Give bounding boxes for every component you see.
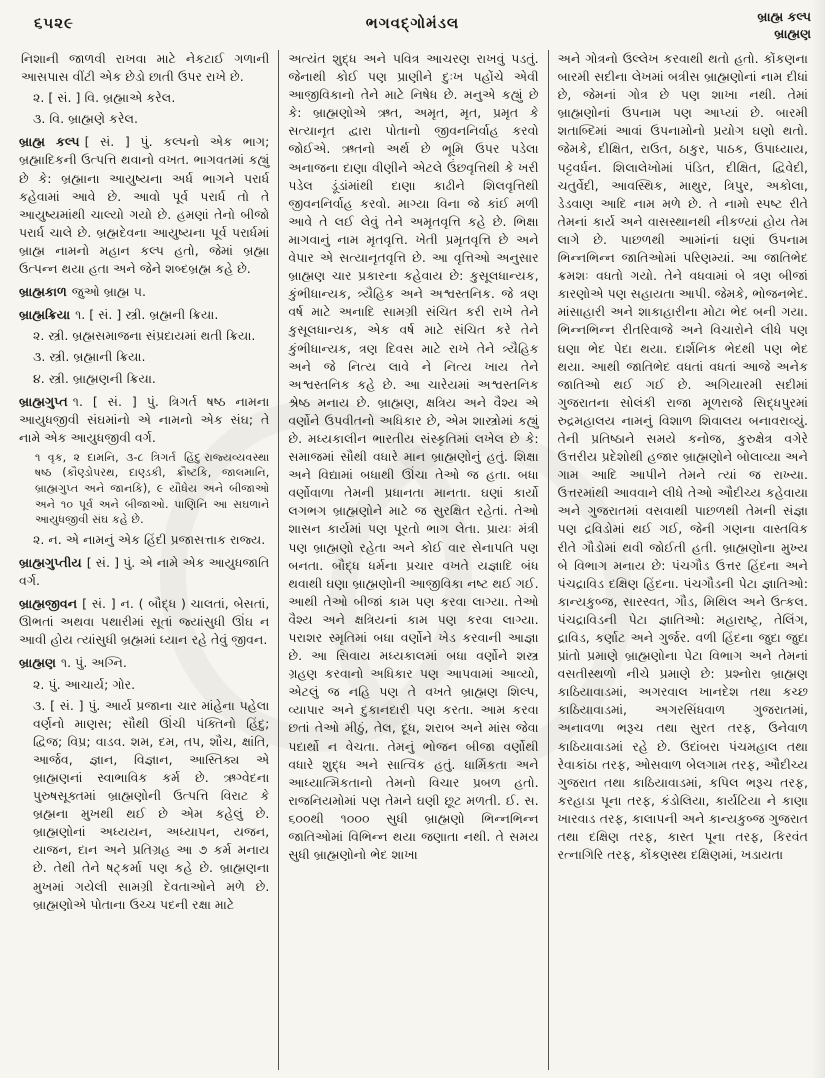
continuation-paragraph: નિશાની જાળવી રાખવા માટે નેકટાઈ ગળાની આસપાસ વીંટી એક છેડો છાતી ઉપર રાખે છે. [21,51,270,85]
entry-definition: ૧. [ સં. ] સ્ત્રી. બ્રહ્મની ક્રિયા. [75,307,219,323]
column-2 [278,50,547,1070]
entry-headword: બ્રાહ્મગુપ્તીય [19,554,82,570]
dictionary-entry [19,654,269,672]
entry-definition: [ સં. ] પું. કલ્પનો એક ભાગ; બ્રહ્માદિકની ઉત્પત્તિ થવાનો વખત. ભાગવતમાં કહ્યું છે કે: બ્રહ્માના આયુષ્યના અર્ધ ભાગને પરાર્ધ કહેવામાં આવે છે. આવો પૂર્વ પરાર્ધ તો તે આયુષ્યમાંથી ચાલ્યો ગયો છે. હમણાં તેનો બીજો પરાર્ધ ચાલે છે. બ્રહ્મદેવના આયુષ્યના પૂર્વ પરાર્ધમાં બ્રાહ્મ નામનો મહાન કલ્પ હતો, જેમાં બ્રહ્મા ઉત્પન્ન થયા હતા અને જેને શબ્દબ્રહ્મ કહે છે. [19,134,270,277]
sense-item: ૨. સ્ત્રી. બ્રહ્મસમાજના સંપ્રદાયમાં થતી ક્રિયા. [33,328,256,344]
sense-item: ૨. પું. આચાર્ય; ગોર. [33,676,136,692]
dictionary-entry [19,554,269,590]
sense-item: ૨. ન. એ નામનું એક હિંદી પ્રજાસત્તાક રાજ્ય. [33,531,266,547]
dictionary-entry [19,283,269,301]
entry-definition: જુઓ બ્રાહ્મ ૫. [71,284,146,300]
entry-headword: બ્રાહ્મણ [19,655,56,671]
continuation-text: અત્યંત શુદ્ધ અને પવિત્ર આચરણ રાખવું પડતું. જેનાથી કોઈ પણ પ્રાણીને દુઃખ પહોંચે એવી આજીવિકાનો તેને માટે નિષેધ છે. મનુએ કહ્યું છે કે: બ્રાહ્મણોએ ઋત, અમૃત, મૃત, પ્રમૃત કે સત્યાનૃત દ્વારા પોતાનો જીવનનિર્વાહ કરવો જોઈએ. ઋતનો અર્થ છે ભૂમિ ઉપર પડેલા અનાજના દાણા વીણીને એટલે ઉંછવૃત્તિથી કે ખરી પડેલ ડૂંડાંમાંથી દાણા કાઢીને શિલવૃત્તિથી જીવનનિર્વાહ કરવો. માગ્યા વિના જે કાંઈ મળી આવે તે લઈ લેવું તેને અમૃતવૃત્તિ કહે છે. ભિક્ષા માગવાનું નામ મૃતવૃત્તિ. ખેતી પ્રમૃતવૃત્તિ છે અને વેપાર એ સત્યાનૃતવૃત્તિ છે. આ વૃત્તિઓ અનુસાર બ્રાહ્મણ ચાર પ્રકારના કહેવાય છે: કુસૂલધાન્યક, કુંભીધાન્યક, ત્ર્યૈહિક અને અશ્વસ્તનિક. જે ત્રણ વર્ષ માટે અનાદિ સામગ્રી સંચિત કરી રાખે તેને કુસૂલધાન્યક, એક વર્ષ માટે સંચિત કરે તેને કુંભીધાન્યક, ત્રણ દિવસ માટે રાખે તેને ત્ર્યૈહિક અને જે નિત્ય લાવે ને નિત્ય ખાય તેને અશ્વસ્તનિક કહે છે. આ ચારેયમાં અશ્વસ્તનિક શ્રેષ્ઠ મનાય છે. બ્રાહ્મણ, ક્ષત્રિય અને વૈશ્ય એ વર્ણોને ઉપવીતનો અધિકાર છે, એમ શાસ્ત્રોમાં કહ્યું છે. મધ્યકાલીન ભારતીય સંસ્કૃતિમાં લખેલ છે કે: સમાજમાં સૌથી વધારે માન બ્રાહ્મણોનું હતું. શિક્ષા અને વિદ્યામાં બધાથી ઊંચા તેઓ જ હતા. બધા વર્ણોવાળા તેમની પ્રધાનતા માનતા. ઘણાં કાર્યો લગભગ બ્રાહ્મણોને માટે જ સુરક્ષિત રહેતાં. તેઓ શાસન કાર્યમાં પણ પૂરતો ભાગ લેતા. પ્રાયઃ મંત્રી પણ બ્રાહ્મણો રહેતા અને કોઈ વાર સેનાપતિ પણ બનતા. બૌદ્ધ ધર્મના પ્રચાર વખતે યજ્ઞાદિ બંધ થવાથી ઘણા બ્રાહ્મણોની આજીવિકા નષ્ટ થઈ ગઈ. આથી તેઓ બીજાં કામ પણ કરવા લાગ્યા. તેઓ વૈશ્ય અને ક્ષત્રિયનાં કામ પણ કરવા લાગ્યા. પરાશર સ્મૃતિમાં બધા વર્ણોને ખેડ કરવાની આજ્ઞા છે. આ સિવાય મધ્યકાલમાં બધા વર્ણોને શસ્ત્ર ગ્રહણ કરવાનો અધિકાર પણ આપવામાં આવ્યો, એટલું જ નહિ પણ તે વખતે બ્રાહ્મણ શિલ્પ, વ્યાપાર અને દુકાનદારી પણ કરતા. આમ કરવા છતાં તેઓ મીઠું, તેલ, દૂધ, શરાબ અને માંસ જેવા પદાર્થો ન વેચતા. તેમનું ભોજન બીજા વર્ણોથી વધારે શુદ્ધ અને સાત્વિક હતું. ધાર્મિકતા અને આધ્યાત્મિકતાનો તેમનો વિચાર પ્રબળ હતો. રાજનિયમોમાં પણ તેમને ઘણી છૂટ મળતી. ઈ. સ. ૬૦૦થી ૧૦૦૦ સુધી બ્રાહ્મણો ભિન્નભિન્ન જાતિઓમાં વિભિન્ન થયા જણાતા નથી. તે સમય સુધી બ્રાહ્મણોનો ભેદ શાખા [288,51,539,863]
dictionary-entry [19,393,269,447]
column-1 [10,50,278,1070]
citation-source: હિંદુ રાજ્યવ્યવસ્થા [183,450,270,464]
sense-item: ૩. સ્ત્રી. બ્રહ્માની ક્રિયા. [33,349,146,365]
entry-headword: બ્રાહ્મ કલ્પ [19,134,80,150]
entry-headword: બ્રાહ્મક્રિયા [19,307,71,323]
guide-word-top: બ્રાહ્મ કલ્પ [757,9,811,24]
sense-item: ૩. વિ. બ્રાહ્મણે કરેલ. [33,111,138,127]
entry-headword: બ્રાહ્મજીવન [19,596,78,612]
entry-definition: [ સં. ] પું. એ નામે એક આયુધજાતિ વર્ગ. [19,554,270,589]
dictionary-entry [19,595,269,649]
page-number: ૬૫૨૯ [34,14,74,32]
entry-definition: [ સં. ] ન. ( બૌદ્ધ ) ચાલતાં, બેસતાં, ઊભતાં અથવા પથારીમાં સૂતાં જ્યાંસુધી ઊંઘ ન આવી હોય ત્યાંસુધી બ્રહ્મમાં ધ્યાન રહે તેવું જીવન. [19,596,270,648]
entry-definition: ૧. [ સં. ] પું. ત્રિગર્ત ષષ્ઠ નામના આયુધજીવી સંઘમાંનો એ નામનો એક સંઘ; તે નામે એક આયુધજીવી વર્ગ. [19,393,270,445]
citation-block [19,450,269,528]
page-header [0,6,825,50]
header-guide-words [757,8,811,42]
sense-item: ૨. [ સં. ] વિ. બ્રહ્માએ કરેલ. [33,90,176,106]
dictionary-entry [19,133,269,278]
citation-text: ૧ વૃક, ૨ દામનિ, ૩-૮ ત્રિગર્ત ષષ્ઠ (કૌણ્ડોપરથ, દાણ્ડકી, ક્રૌષ્ટકિ, જાલમાનિ, બ્રાહ્મગુપ્ત અને જાનકિ), ૯ યૌધેય અને બીજાઓ અને ૧૦ પૂર્વ અને બીજાઓ. પાણિનિ આ સઘળાને આયુધજીવી સંઘ કહે છે. [35,450,270,527]
book-title: ભગવદ્ગોમંડલ [365,14,460,32]
sense-item: ૪. સ્ત્રી. બ્રાહ્મણની ક્રિયા. [33,370,156,386]
entry-headword: બ્રાહ્મગુપ્ત [19,393,68,409]
guide-word-bottom: બ્રાહ્મણ [774,26,811,41]
continuation-text: અને ગોત્રનો ઉલ્લેખ કરવાથી થતો હતો. કોંકણના બારમી સદીના લેખમાં બત્રીસ બ્રાહ્મણોનાં નામ દીધાં છે, જેમનાં ગોત્ર છે પણ શાખા નથી. તેમાં બ્રાહ્મણોનાં ઉપનામ પણ આપ્યાં છે. બારમી શતાબ્દિમાં આવાં ઉપનામોનો પ્રયોગ ઘણો થતો. જેમકે, દીક્ષિત, રાઉત, ઠાકુર, પાઠક, ઉપાધ્યાય, પટ્ટવર્ધન. શિલાલેખોમાં પંડિત, દીક્ષિત, દ્વિવેદી, ચતુર્વેદી, આવસ્થિક, માથુર, ત્રિપુર, અકોલા, ડેડવાણ આદિ નામ મળે છે. તે નામો સ્પષ્ટ રીતે તેમનાં કાર્ય અને વાસસ્થાનથી નીકળ્યાં હોય તેમ લાગે છે. પાછળથી આમાંનાં ઘણાં ઉપનામ ભિન્નભિન્ન જાતિઓમાં પરિણમ્યાં. આ જાતિભેદ ક્રમશઃ વધતો ગયો. તેને વધવામાં બે ત્રણ બીજાં કારણોએ પણ સહાયતા આપી. જેમકે, ભોજનભેદ. માંસાહારી અને શાકાહારીના મોટા ભેદ બની ગયા. ભિન્નભિન્ન રીતરિવાજે અને વિચારોને લીધે પણ ઘણા ભેદ પેદા થયા. દાર્શનિક ભેદથી પણ ભેદ થયા. આથી જાતિભેદ વધતાં વધતાં આજે અનેક જાતિઓ થઈ ગઈ છે. અગિયારમી સદીમાં ગુજરાતના સોલંકી રાજા મૂળરાજે સિદ્ધપુરમાં રુદ્રમહાલય નામનું વિશાળ શિવાલય બનાવરાવ્યું. તેની પ્રતિષ્ઠાને સમયે કનોજ, કુરુક્ષેત્ર વગેરે ઉત્તરીય પ્રદેશોથી હજાર બ્રાહ્મણોને બોલાવ્યા અને ગામ આદિ આપીને તેમને ત્યાં જ રાખ્યા. ઉત્તરમાંથી આવવાને લીધે તેઓ ઔદીચ્ય કહેવાયા અને ગુજરાતમાં વસવાથી પાછળથી તેમની સંજ્ઞા પણ દ્રવિડોમાં થઈ ગઈ, જેની ગણના વાસ્તવિક રીતે ગૌડોમાં થવી જોઈતી હતી. બ્રાહ્મણોના મુખ્ય બે વિભાગ મનાય છે: પંચગૌડ ઉત્તર હિંદના અને પંચદ્રાવિડ દક્ષિણ હિંદના. પંચગૌડની પેટા જ્ઞાતિઓ: કાન્યકુબ્જ, સારસ્વત, ગૌડ, મિથિલ અને ઉત્કલ. પંચદ્રાવિડની પેટા જ્ઞાતિઓ: મહારાષ્ટ્ર, તેલિંગ, દ્રાવિડ, કર્ણાટ અને ગુર્જર. વળી હિંદના જુદા જુદા પ્રાંતો પ્રમાણે બ્રાહ્મણોના પેટા વિભાગ અને તેમનાં વસતીસ્થળો નીચે પ્રમાણે છે: પ્રશ્નોરા બ્રાહ્મણ કાઠિયાવાડમાં, અગરવાલ ખાનદેશ તથા કચ્છ કાઠિયાવાડમાં, અગરસિંધવાળ ગુજરાતમાં, અનાવળા ભરૂચ તથા સુરત તરફ, ઉનેવાળ કાઠિયાવાડમાં રહે છે. ઉદાંબરા પંચમહાલ તથા રેવાકાંઠા તરફ, ઓસવાળ બેલગામ તરફ, ઔદીચ્ય ગુજરાત તથા કાઠિયાવાડમાં, કપિલ ભરૂચ તરફ, કરહાડા પૂના તરફ, કંડોલિયા, કાર્યટિયા ને કાણા ખારવાડ તરફ, કાલાપની અને કાન્યકુબ્જ ગુજરાત તથા દક્ષિણ તરફ, કાસ્ત પૂના તરફ, કિરવંત રત્નાગિરિ તરફ, કોંકણસ્થ દક્ષિણમાં, ખડાયતા [557,51,808,863]
sense-item: ૩. [ સં. ] પું. આર્ય પ્રજાના ચાર માંહેના પહેલા વર્ણનો માણસ; સૌથી ઊંચી પંક્તિનો હિંદુ; દ્વિજ; વિપ્ર; વાડવ. શમ, દમ, તપ, શૌચ, ક્ષાંતિ, આર્જવ, જ્ઞાન, વિજ્ઞાન, આસ્તિક્ય એ બ્રાહ્મણનાં સ્વાભાવિક કર્મ છે. ઋગ્વેદના પુરુષસૂક્તમાં બ્રાહ્મણોની ઉત્પત્તિ વિરાટ કે બ્રહ્મના મુખથી થઈ છે એમ કહેલું છે. બ્રાહ્મણોનાં અધ્યયન, અધ્યાપન, યજન, યાજન, દાન અને પ્રતિગ્રહ આ ૭ કર્મ મનાય છે. તેથી તેને ષટ્કર્મા પણ કહે છે. બ્રાહ્મણના મુખમાં ગયેલી સામગ્રી દેવતાઓને મળે છે. બ્રાહ્મણોએ પોતાના ઉચ્ચ પદની રક્ષા માટે [33,697,270,912]
column-3 [548,50,817,1070]
entry-definition: ૧. પું. અગ્નિ. [60,655,127,671]
text-columns [10,50,817,1070]
entry-headword: બ્રાહ્મકાળ [19,284,67,300]
dictionary-entry [19,306,269,324]
